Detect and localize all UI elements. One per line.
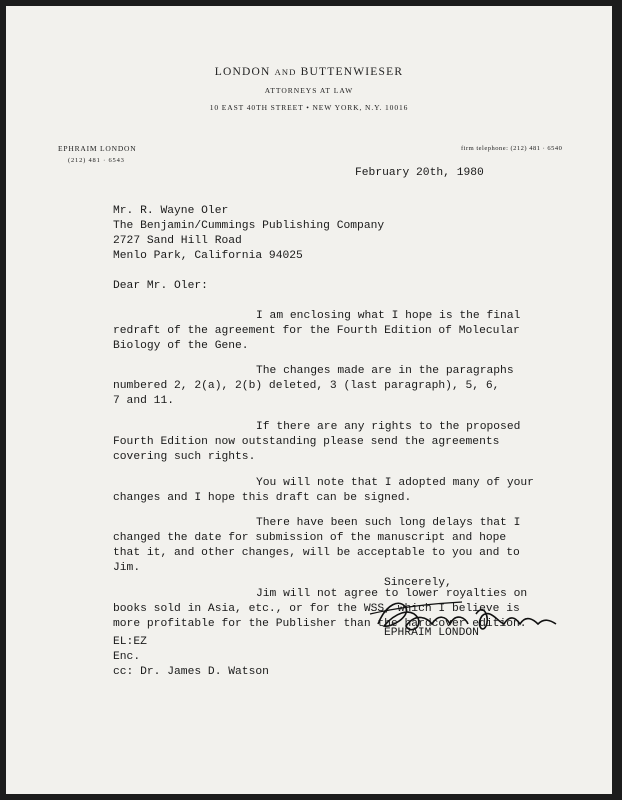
paragraph-line: You will note that I adopted many of your (256, 477, 534, 489)
paragraph-line: Biology of the Gene. (113, 340, 249, 352)
paragraph-line: covering such rights. (113, 451, 256, 463)
recipient-line: Menlo Park, California 94025 (113, 250, 303, 262)
firm-name-conjunction: AND (274, 67, 297, 77)
salutation: Dear Mr. Oler: (113, 280, 208, 292)
letterhead-attorney-name: EPHRAIM LONDON (58, 144, 137, 153)
enclosure-notation: Enc. (113, 651, 141, 663)
typist-initials: EL:EZ (113, 636, 147, 648)
paragraph-line: Fourth Edition now outstanding please send the agreements (113, 436, 500, 448)
letterhead-personal-phone: (212) 481 · 6543 (68, 157, 125, 164)
paragraph-line: Jim will not agree to lower royalties on (256, 588, 528, 600)
paragraph-line: more profitable for the Publisher than the hardcover edition. (113, 618, 527, 630)
paragraph-line: The changes made are in the paragraphs (256, 365, 514, 377)
paragraph-line: redraft of the agreement for the Fourth Edition of Molecular (113, 325, 520, 337)
paragraph-line: I am enclosing what I hope is the final (256, 310, 521, 322)
paragraph-line: 7 and 11. (113, 395, 175, 407)
paragraph-line: changed the date for submission of the manuscript and hope (113, 532, 507, 544)
recipient-line: 2727 Sand Hill Road (113, 235, 242, 247)
paragraph-line: numbered 2, 2(a), 2(b) deleted, 3 (last paragraph), 5, 6, (113, 380, 500, 392)
paragraph-line: changes and I hope this draft can be signed. (113, 492, 412, 504)
firm-name-part-1: LONDON (214, 66, 271, 78)
signer-name: EPHRAIM LONDON (384, 627, 479, 639)
firm-name-part-2: BUTTENWIESER (300, 66, 404, 78)
paragraph-line: books sold in Asia, etc., or for the WSS, which I believe is (113, 603, 520, 615)
paragraph-line: that it, and other changes, will be acceptable to you and to (113, 547, 520, 559)
cc-notation: cc: Dr. James D. Watson (113, 666, 269, 678)
paragraph-line: Jim. (113, 562, 141, 574)
letterhead-firm-name (6, 66, 612, 78)
paragraph-line: There have been such long delays that I (256, 517, 521, 529)
paragraph-line: If there are any rights to the proposed (256, 421, 521, 433)
letterhead-subtitle: ATTORNEYS AT LAW (264, 86, 354, 95)
letterhead-firm-phone: firm telephone: (212) 481 · 6540 (461, 145, 563, 152)
closing: Sincerely, (384, 577, 452, 589)
recipient-line: Mr. R. Wayne Oler (113, 205, 229, 217)
letter-date: February 20th, 1980 (355, 167, 484, 179)
recipient-line: The Benjamin/Cummings Publishing Company (113, 220, 385, 232)
letterhead-address: 10 EAST 40TH STREET • NEW YORK, N.Y. 10016 (209, 103, 409, 112)
letter-page (6, 6, 612, 794)
